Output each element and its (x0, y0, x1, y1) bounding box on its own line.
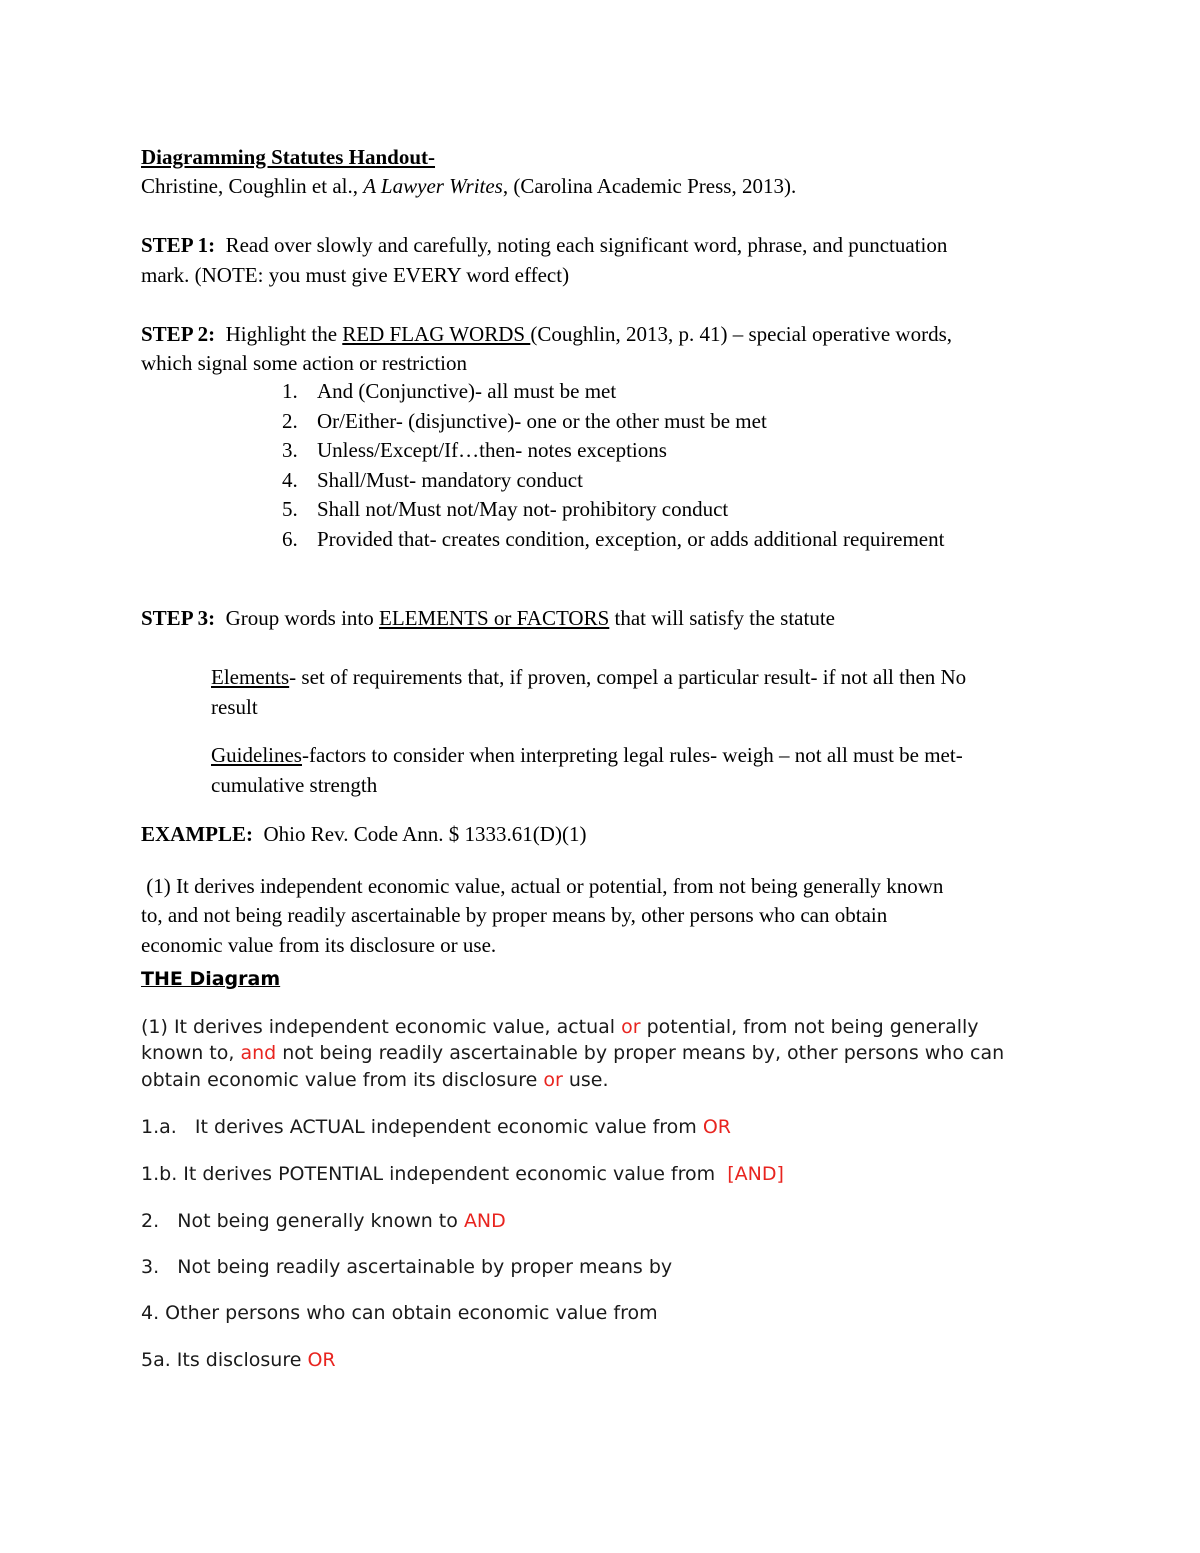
red-flag-words-link: RED FLAG WORDS (342, 322, 531, 346)
citation-book-title: A Lawyer Writes (363, 174, 503, 198)
diagram-paragraph-line3: obtain economic value from its disclosure or use. (141, 1069, 609, 1091)
step3-line (141, 604, 835, 634)
diagram-item-1b: 1.b. It derives POTENTIAL independent economic value from [AND] (141, 1163, 784, 1185)
list-item: 1. And (Conjunctive)- all must be met (282, 379, 617, 403)
diagram-paragraph-line1: (1) It derives independent economic value, actual or potential, from not being generally (141, 1016, 979, 1038)
example-line (141, 820, 586, 850)
step2-line1 (141, 320, 952, 350)
example-text-line2: to, and not being readily ascertainable by proper means by, other persons who can obtain (141, 903, 888, 927)
diagram-paragraph-line2: known to, and not being readily ascertainable by proper means by, other persons who can (141, 1042, 1005, 1064)
citation-publisher: , (Carolina Academic Press, 2013). (502, 174, 797, 198)
example-citation: Ohio Rev. Code Ann. $ 1333.61(D)(1) (263, 822, 587, 846)
step1-label: STEP 1: (141, 233, 216, 257)
list-item: 3. Unless/Except/If…then- notes exceptions (282, 438, 667, 462)
diagram-item-4: 4. Other persons who can obtain economic value from (141, 1302, 658, 1324)
red-flag-word: OR (307, 1349, 336, 1371)
red-flag-word: or (543, 1069, 563, 1091)
red-flag-word: or (621, 1016, 641, 1038)
elements-factors-link: ELEMENTS or FACTORS (379, 606, 610, 630)
citation-authors: Christine, Coughlin et al., (141, 174, 364, 198)
example-text-line1: (1) It derives independent economic value, actual or potential, from not being generally known (141, 874, 944, 898)
guidelines-term: Guidelines (211, 743, 302, 767)
diagram-item-2: 2. Not being generally known to AND (141, 1210, 506, 1232)
step1-line2: mark. (NOTE: you must give EVERY word effect) (141, 263, 570, 287)
list-item: 4. Shall/Must- mandatory conduct (282, 467, 583, 492)
diagram-item-3: 3. Not being readily ascertainable by proper means by (141, 1256, 673, 1278)
elements-term: Elements (211, 665, 290, 689)
step2-label: STEP 2: (141, 322, 216, 346)
step3-pre: Group words into (225, 606, 380, 630)
citation-line (141, 172, 796, 202)
step2-post: (Coughlin, 2013, p. 41) – special operative words, (530, 322, 952, 346)
step1-line1 (141, 231, 947, 261)
red-flag-word: [AND] (727, 1163, 784, 1185)
list-item: 6. Provided that- creates condition, exception, or adds additional requirement (282, 526, 945, 551)
guidelines-definition: Guidelines-factors to consider when interpreting legal rules- weigh – not all must be met- cumulative strength (211, 743, 963, 797)
example-text-line3: economic value from its disclosure or use. (141, 933, 497, 957)
step1-text1: Read over slowly and carefully, noting each significant word, phrase, and punctuation (225, 233, 948, 257)
red-flag-word: AND (463, 1210, 506, 1232)
step3-post: that will satisfy the statute (609, 606, 835, 630)
diagram-item-1a: 1.a. It derives ACTUAL independent economic value from OR (141, 1116, 732, 1138)
example-label: EXAMPLE: (141, 822, 253, 846)
diagram-heading: THE Diagram (141, 968, 281, 990)
page-title: Diagramming Statutes Handout- (141, 145, 436, 169)
red-flag-word: OR (702, 1116, 732, 1138)
diagram-item-5a: 5a. Its disclosure OR (141, 1349, 336, 1371)
red-flag-list (141, 377, 944, 554)
step2-line2: which signal some action or restriction (141, 351, 468, 375)
list-item: 5. Shall not/Must not/May not- prohibitory conduct (282, 497, 729, 521)
red-flag-word: and (240, 1042, 277, 1064)
list-item: 2. Or/Either- (disjunctive)- one or the other must be met (282, 408, 767, 433)
step2-pre: Highlight the (225, 322, 343, 346)
step3-label: STEP 3: (141, 606, 216, 630)
elements-definition: Elements- set of requirements that, if proven, compel a particular result- if not all then No result (211, 665, 967, 719)
